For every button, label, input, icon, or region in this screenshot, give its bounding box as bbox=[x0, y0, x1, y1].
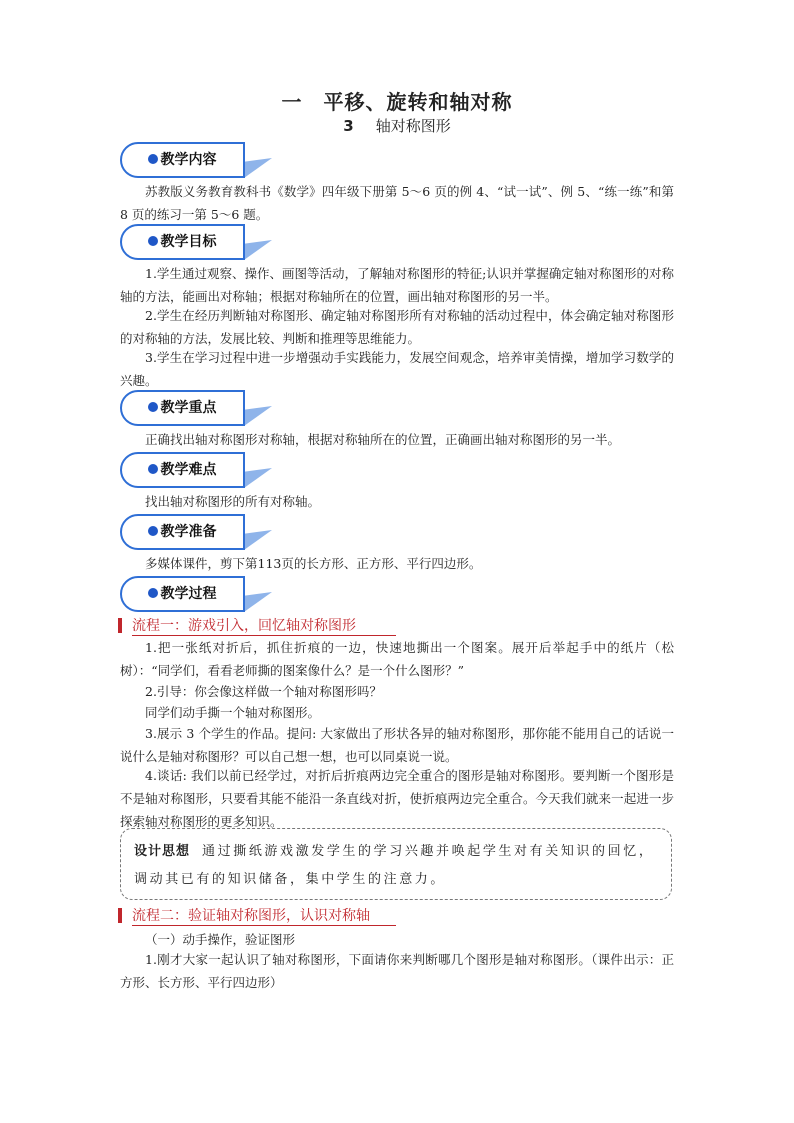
preparation-paragraph: 多媒体课件，剪下第113页的长方形、正方形、平行四边形。 bbox=[145, 556, 482, 571]
lesson-name: 轴对称图形 bbox=[375, 117, 451, 135]
lesson-number: 3 bbox=[343, 117, 354, 135]
section-heading-label: 教学内容 bbox=[160, 152, 217, 168]
flow-marker bbox=[118, 908, 122, 923]
flow-title: 流程一：游戏引入，回忆轴对称图形 bbox=[132, 618, 356, 634]
flow1-paragraph-4: 3.展示 3 个学生的作品。提问: 大家做出了形状各异的轴对称图形，那你能不能用自己的话说一说什么是轴对称图形？可以自己想一想，也可以同桌说一说。 bbox=[120, 726, 674, 764]
section-heading-process bbox=[120, 576, 272, 612]
design-thought-text bbox=[134, 838, 668, 894]
flow-heading-2 bbox=[118, 906, 678, 926]
flow1-paragraph-3: 同学们动手撕一个轴对称图形。 bbox=[145, 705, 321, 720]
bullet-dot-icon bbox=[148, 154, 158, 164]
flow-underline bbox=[132, 925, 396, 926]
flow1-paragraph-5: 4.谈话: 我们以前已经学过，对折后折痕两边完全重合的图形是轴对称图形。要判断一个图形是不是轴对称图形，只要看其能不能沿一条直线对折，使折痕两边完全重合。今天我们就来一起进一步探索轴对称图形的更多知识。 bbox=[120, 768, 674, 829]
design-thought-label: 设计思想 bbox=[134, 844, 191, 859]
section-heading-label: 教学难点 bbox=[160, 462, 217, 478]
flow-heading-1 bbox=[118, 616, 678, 636]
bullet-dot-icon bbox=[148, 236, 158, 246]
goal-paragraph-2: 2.学生在经历判断轴对称图形、确定轴对称图形所有对称轴的活动过程中，体会确定轴对称图形的对称轴的方法，发展比较、判断和推理等思维能力。 bbox=[120, 308, 674, 346]
section-heading-label: 教学重点 bbox=[160, 400, 217, 416]
difficulties-paragraph: 找出轴对称图形的所有对称轴。 bbox=[145, 494, 321, 509]
key-points-paragraph: 正确找出轴对称图形对称轴，根据对称轴所在的位置，正确画出轴对称图形的另一半。 bbox=[145, 432, 621, 447]
section-heading-label: 教学过程 bbox=[160, 586, 217, 602]
section-heading-preparation bbox=[120, 514, 272, 550]
content-paragraph: 苏教版义务教育教科书《数学》四年级下册第 5～6 页的例 4、“试一试”、例 5、“练一练”和第 8 页的练习一第 5～6 题。 bbox=[120, 184, 674, 222]
section-heading-key-points bbox=[120, 390, 272, 426]
section-heading-content bbox=[120, 142, 272, 178]
goal-paragraph-3: 3.学生在学习过程中进一步增强动手实践能力，发展空间观念，培养审美情操，增加学习数学的兴趣。 bbox=[120, 350, 674, 388]
bullet-dot-icon bbox=[148, 588, 158, 598]
goal-paragraph-1: 1.学生通过观察、操作、画图等活动，了解轴对称图形的特征;认识并掌握确定轴对称图形的对称轴的方法，能画出对称轴；根据对称轴所在的位置，画出轴对称图形的另一半。 bbox=[120, 266, 674, 304]
flow2-paragraph-1: 1.刚才大家一起认识了轴对称图形，下面请你来判断哪几个图形是轴对称图形。（课件出示：正方形、长方形、平行四边形） bbox=[120, 952, 674, 990]
flow1-paragraph-1: 1.把一张纸对折后，抓住折痕的一边，快速地撕出一个图案。展开后举起手中的纸片（松树）：“同学们，看看老师撕的图案像什么？是一个什么图形？” bbox=[120, 640, 674, 678]
flow-marker bbox=[118, 618, 122, 633]
section-heading-label: 教学目标 bbox=[160, 234, 217, 250]
bullet-dot-icon bbox=[148, 464, 158, 474]
flow2-subheading: （一）动手操作，验证图形 bbox=[145, 932, 296, 947]
lesson-title bbox=[0, 115, 794, 136]
flow1-paragraph-2: 2.引导：你会像这样做一个轴对称图形吗？ bbox=[145, 684, 382, 699]
bullet-dot-icon bbox=[148, 402, 158, 412]
section-heading-goals bbox=[120, 224, 272, 260]
chapter-title: 一 平移、旋转和轴对称 bbox=[281, 90, 513, 114]
section-heading-label: 教学准备 bbox=[160, 524, 217, 540]
flow-title: 流程二：验证轴对称图形，认识对称轴 bbox=[132, 908, 370, 924]
bullet-dot-icon bbox=[148, 526, 158, 536]
design-thought-body: 通过撕纸游戏激发学生的学习兴趣并唤起学生对有关知识的回忆，调动其已有的知识储备，集中学生的注意力。 bbox=[134, 844, 655, 887]
section-heading-difficulties bbox=[120, 452, 272, 488]
